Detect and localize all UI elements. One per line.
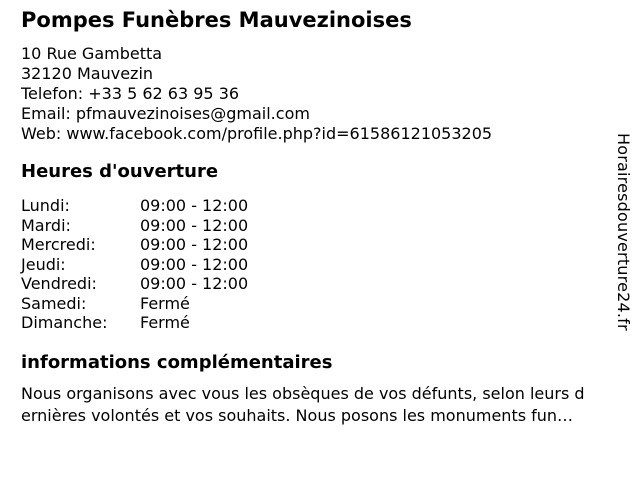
- email-value: pfmauvezinoises@gmail.com: [75, 104, 310, 123]
- hours-row-sunday: [21, 313, 248, 333]
- phone-line: [21, 84, 492, 104]
- day-label: Samedi:: [21, 293, 87, 313]
- email-label: Email:: [21, 104, 71, 123]
- hours-row-thursday: [21, 255, 248, 275]
- opening-hours-table: [21, 196, 248, 333]
- web-line: [21, 124, 492, 144]
- day-label: Mercredi:: [21, 235, 96, 254]
- hours-value: 09:00 - 12:00: [140, 235, 249, 254]
- hours-row-monday: [21, 196, 248, 216]
- hours-row-saturday: [21, 294, 248, 314]
- hours-row-wednesday: [21, 235, 248, 255]
- info-text-line-2: ernières volontés et vos souhaits. Nous posons les monuments fun…: [21, 406, 574, 425]
- hours-value: Fermé: [140, 313, 190, 332]
- hours-row-tuesday: [21, 216, 248, 236]
- phone-label: Telefon:: [21, 84, 84, 103]
- hours-value: Fermé: [140, 293, 190, 313]
- opening-hours-heading: Heures d'ouverture: [21, 161, 219, 182]
- additional-info-heading: informations complémentaires: [21, 352, 333, 373]
- hours-value: 09:00 - 12:00: [140, 196, 249, 215]
- day-label: Mardi:: [21, 215, 71, 235]
- phone-value: +33 5 62 63 95 36: [88, 84, 240, 103]
- hours-value: 09:00 - 12:00: [140, 274, 249, 293]
- day-label: Vendredi:: [21, 274, 97, 293]
- address-line-2: 32120 Mauvezin: [21, 64, 154, 83]
- day-label: Jeudi:: [21, 254, 66, 274]
- address-line-1: 10 Rue Gambetta: [21, 44, 163, 63]
- day-label: Dimanche:: [21, 313, 108, 332]
- site-watermark: Horairesdouverture24.fr: [614, 133, 633, 331]
- web-label: Web:: [21, 124, 62, 143]
- hours-value: 09:00 - 12:00: [140, 254, 249, 274]
- business-name: Pompes Funèbres Mauvezinoises: [21, 8, 412, 32]
- web-value: www.facebook.com/profile.php?id=61586121053205: [66, 124, 493, 143]
- contact-block: [21, 44, 492, 144]
- additional-info-text: [21, 383, 633, 427]
- day-label: Lundi:: [21, 196, 70, 215]
- info-text-line-1: Nous organisons avec vous les obsèques de vos défunts, selon leurs d: [21, 384, 585, 403]
- hours-value: 09:00 - 12:00: [140, 215, 249, 235]
- email-line: [21, 104, 492, 124]
- hours-row-friday: [21, 274, 248, 294]
